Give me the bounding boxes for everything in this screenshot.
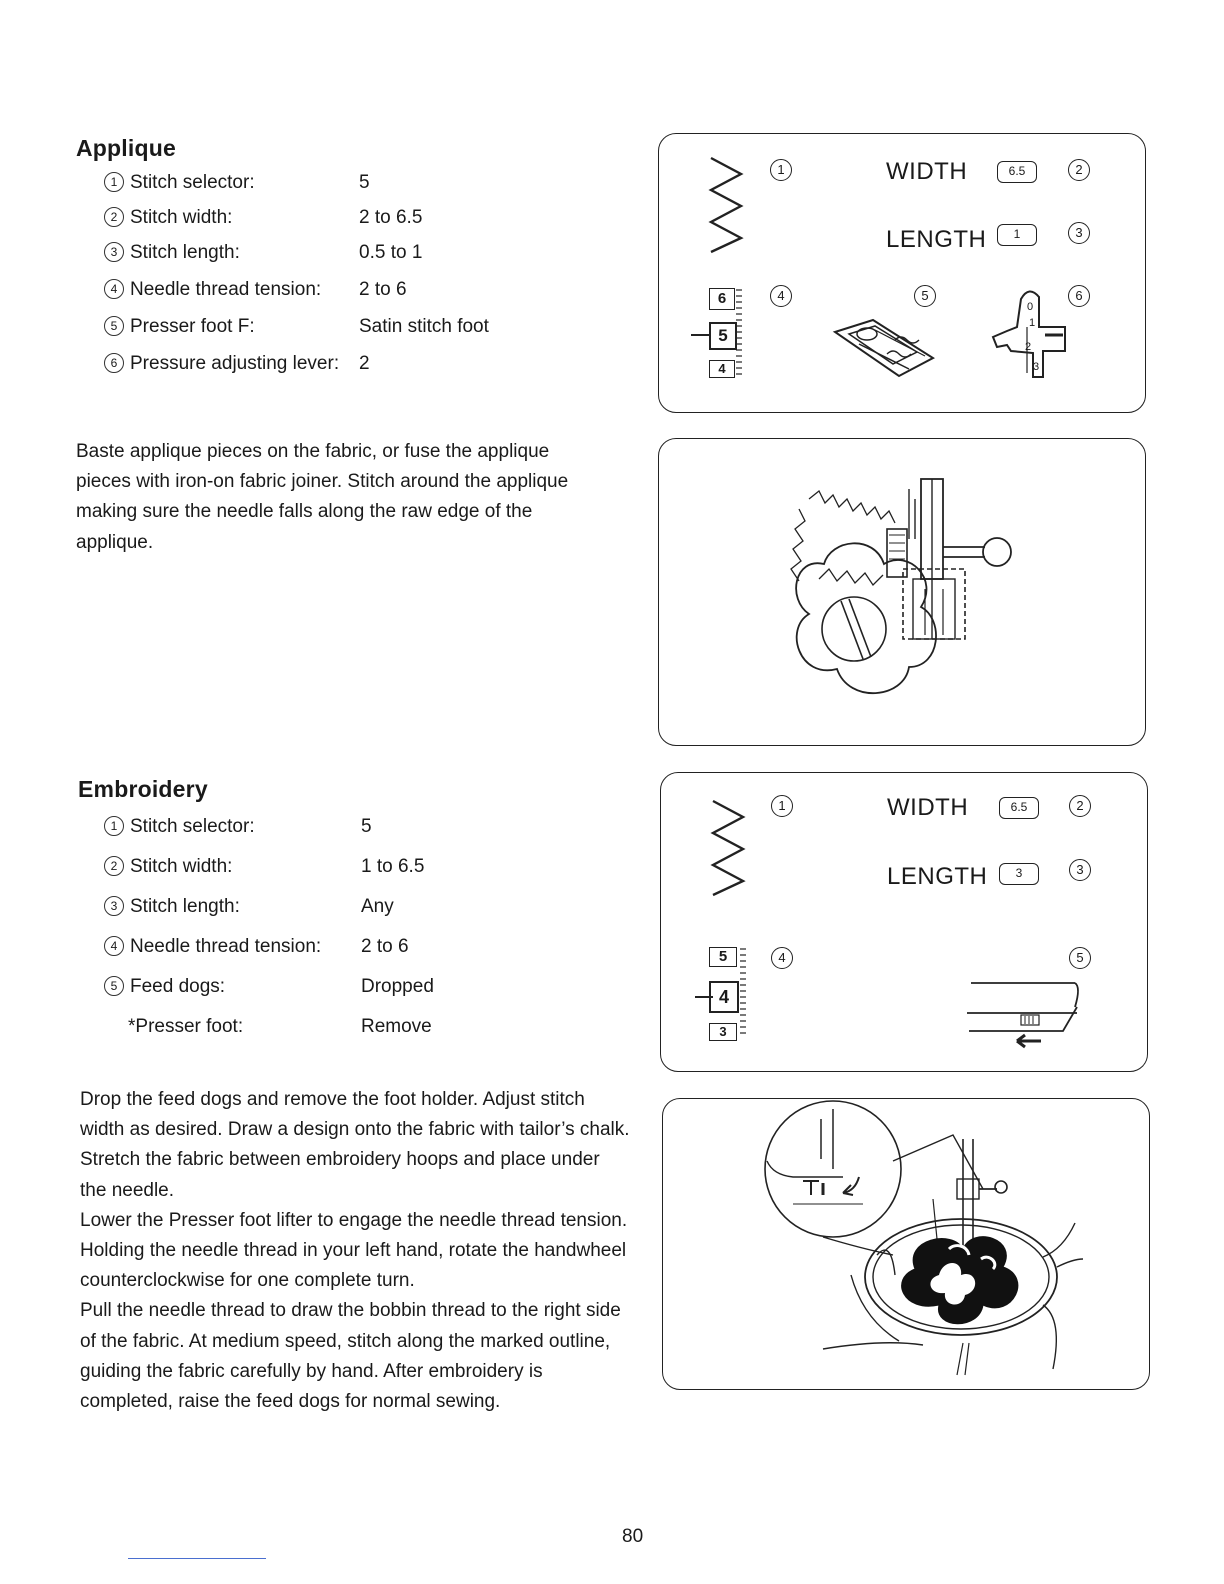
embroidery-paragraph: Drop the feed dogs and remove the foot holder. Adjust stitch width as desired. Draw a design onto the fabric with tailor’s chalk. Stretch the fabric between embroidery hoops and place under the needle. [80,1089,630,1201]
setting-value: 5 [359,172,370,193]
setting-value: 2 to 6 [361,936,409,957]
applique-setting-row [104,242,423,264]
length-value-box: 3 [999,863,1039,885]
setting-label: Stitch length: [130,242,240,263]
marker-4: 4 [770,285,792,307]
setting-label: Pressure adjusting lever: [130,353,340,374]
circled-number: 2 [104,207,124,227]
marker-5: 5 [1069,947,1091,969]
width-label: WIDTH [887,794,969,821]
setting-value: Satin stitch foot [359,316,489,337]
embroidery-setting-row [104,816,372,838]
setting-value: Any [361,896,394,917]
embroidery-paragraph: Lower the Presser foot lifter to engage the needle thread tension. Holding the needle thread in your left hand, rotate the handwheel counterclockwise for one complete turn. [80,1209,628,1292]
setting-label: Needle thread tension: [130,936,322,957]
circled-number: 3 [104,896,124,916]
length-label: LENGTH [887,863,988,890]
setting-label: Needle thread tension: [130,279,322,300]
embroidery-title: Embroidery [78,776,208,802]
width-label: WIDTH [886,158,968,185]
feed-dog-lever-icon [961,973,1091,1053]
circled-number: 4 [104,279,124,299]
footer-rule [128,1558,266,1559]
width-value-box: 6.5 [999,797,1039,819]
setting-label: Stitch length: [130,896,240,917]
setting-label: Stitch selector: [130,816,255,837]
length-value-box: 1 [997,224,1037,246]
setting-value: 5 [361,816,372,837]
setting-value: 0.5 to 1 [359,242,423,263]
satin-stitch-foot-icon [829,314,939,384]
dial-number: 4 [709,360,735,378]
dial-number: 3 [709,1023,737,1041]
lever-mark: 3 [1033,361,1040,373]
dial-number: 6 [709,288,735,310]
lever-mark: 1 [1029,317,1036,329]
circled-number: 1 [104,172,124,192]
width-value-box: 6.5 [997,161,1037,183]
setting-label: Feed dogs: [130,976,226,997]
marker-2: 2 [1069,795,1091,817]
embroidery-setting-row [128,1016,432,1038]
marker-3: 3 [1069,859,1091,881]
setting-value: Remove [361,1016,432,1037]
marker-3: 3 [1068,222,1090,244]
dial-number: 5 [709,947,737,967]
setting-label: Stitch width: [130,856,233,877]
setting-value: 2 to 6.5 [359,207,423,228]
tension-dial [687,286,743,380]
circled-number: 5 [104,316,124,336]
setting-value: 2 [359,353,370,374]
embroidery-paragraph: Pull the needle thread to draw the bobbin thread to the right side of the fabric. At medium speed, stitch along the marked outline, guiding the fabric carefully by hand. After embroidery is completed, raise the feed dogs for normal sewing. [80,1300,621,1413]
applique-title: Applique [76,135,176,161]
applique-sewing-illustration [659,439,1145,745]
applique-setting-row [104,316,489,338]
marker-2: 2 [1068,159,1090,181]
setting-value: 2 to 6 [359,279,407,300]
applique-illustration-panel [658,438,1146,746]
applique-setting-row [104,279,407,301]
setting-label: *Presser foot: [128,1016,244,1037]
circled-number: 2 [104,856,124,876]
setting-value: Dropped [361,976,434,997]
embroidery-settings-panel [660,772,1148,1072]
embroidery-description [80,1085,630,1417]
embroidery-settings-list [104,816,624,1046]
pressure-lever-diagram [987,287,1069,379]
embroidery-setting-row [104,896,394,918]
marker-1: 1 [770,159,792,181]
embroidery-setting-row [104,856,425,878]
applique-description [76,437,606,558]
circled-number: 5 [104,976,124,996]
setting-label: Presser foot F: [130,316,255,337]
lever-mark: 0 [1027,301,1034,313]
circled-number: 6 [104,353,124,373]
marker-4: 4 [771,947,793,969]
page-number: 80 [622,1526,644,1547]
setting-label: Stitch width: [130,207,233,228]
length-label: LENGTH [886,226,987,253]
embroidery-setting-row [104,936,409,958]
marker-6: 6 [1068,285,1090,307]
circled-number: 1 [104,816,124,836]
dial-number-selected: 5 [709,322,737,350]
setting-value: 1 to 6.5 [361,856,425,877]
embroidery-illustration-panel [662,1098,1150,1390]
marker-5: 5 [914,285,936,307]
lever-mark: 2 [1025,341,1032,353]
setting-label: Stitch selector: [130,172,255,193]
applique-paragraph: Baste applique pieces on the fabric, or fuse the applique pieces with iron-on fabric joiner. Stitch around the applique making sure the needle falls along the raw edge of the applique. [76,441,569,553]
tension-dial [691,945,747,1041]
dial-number-selected: 4 [709,981,739,1013]
circled-number: 4 [104,936,124,956]
applique-setting-row [104,353,370,375]
applique-settings-list [104,172,624,392]
applique-setting-row [104,207,423,229]
circled-number: 3 [104,242,124,262]
applique-settings-panel [658,133,1146,413]
marker-1: 1 [771,795,793,817]
embroidery-setting-row [104,976,434,998]
applique-setting-row [104,172,370,194]
embroidery-hoop-illustration [663,1099,1149,1389]
